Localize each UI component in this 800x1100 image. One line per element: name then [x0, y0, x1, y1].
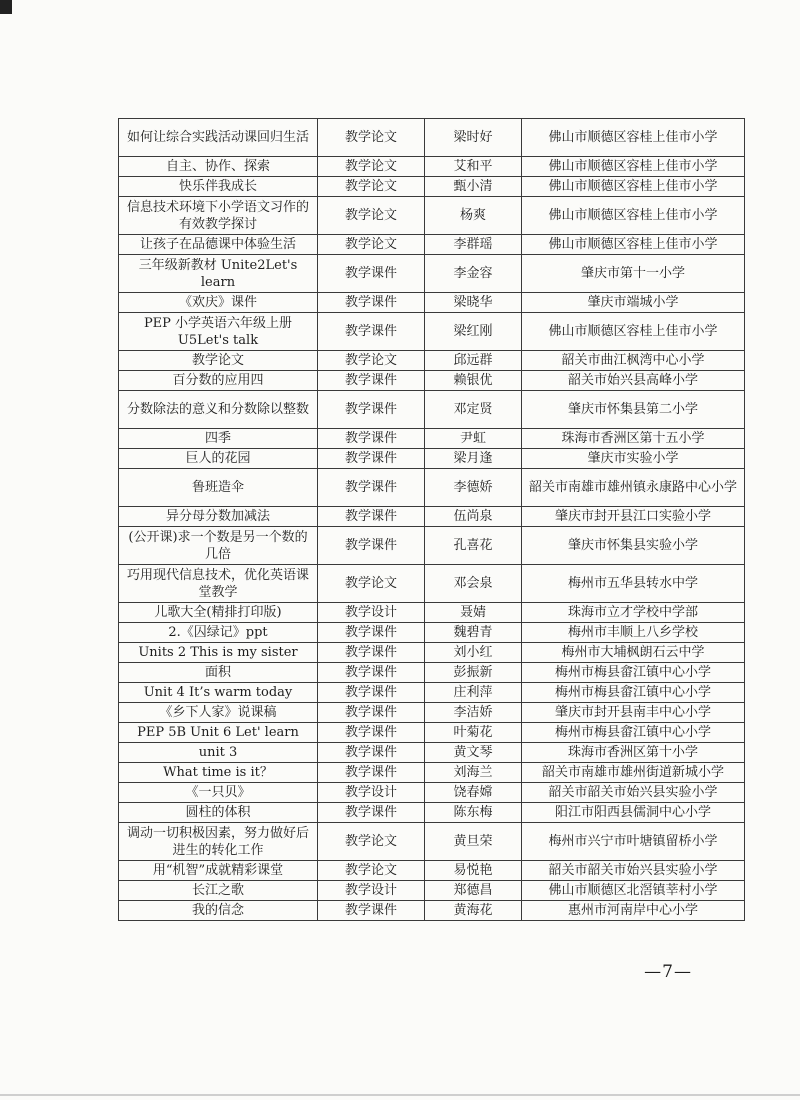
- work-type-cell: 教学论文: [318, 565, 425, 603]
- table-row: [119, 823, 745, 861]
- school-cell: 韶关市韶关市始兴县实验小学: [522, 861, 745, 881]
- work-title-cell: 如何让综合实践活动课回归生活: [119, 119, 318, 157]
- table-row: [119, 663, 745, 683]
- author-cell: 刘海兰: [425, 763, 522, 783]
- work-type-cell: 教学课件: [318, 803, 425, 823]
- page-number: —7—: [644, 962, 692, 982]
- author-cell: 邓定贤: [425, 391, 522, 429]
- work-title-cell: 《一只贝》: [119, 783, 318, 803]
- author-cell: 庄利萍: [425, 683, 522, 703]
- work-type-cell: 教学课件: [318, 901, 425, 921]
- table-row: [119, 901, 745, 921]
- author-cell: 孔喜花: [425, 527, 522, 565]
- table-row: [119, 881, 745, 901]
- work-type-cell: 教学课件: [318, 527, 425, 565]
- table-row: [119, 429, 745, 449]
- school-cell: 梅州市梅县畲江镇中心小学: [522, 723, 745, 743]
- school-cell: 佛山市顺德区容桂上佳市小学: [522, 313, 745, 351]
- work-title-cell: 让孩子在品德课中体验生活: [119, 235, 318, 255]
- school-cell: 肇庆市封开县江口实验小学: [522, 507, 745, 527]
- work-type-cell: 教学课件: [318, 313, 425, 351]
- work-type-cell: 教学课件: [318, 255, 425, 293]
- table-row: [119, 723, 745, 743]
- table-body: [119, 119, 745, 921]
- table-row: [119, 703, 745, 723]
- work-title-cell: What time is it？: [119, 763, 318, 783]
- work-type-cell: 教学设计: [318, 783, 425, 803]
- work-type-cell: 教学论文: [318, 823, 425, 861]
- work-type-cell: 教学课件: [318, 743, 425, 763]
- work-title-cell: 我的信念: [119, 901, 318, 921]
- work-type-cell: 教学论文: [318, 351, 425, 371]
- work-title-cell: 教学论文: [119, 351, 318, 371]
- school-cell: 珠海市香洲区第十小学: [522, 743, 745, 763]
- table-row: [119, 763, 745, 783]
- author-cell: 杨爽: [425, 197, 522, 235]
- table-row: [119, 683, 745, 703]
- author-cell: 郑德昌: [425, 881, 522, 901]
- work-title-cell: 巨人的花园: [119, 449, 318, 469]
- work-type-cell: 教学课件: [318, 763, 425, 783]
- work-title-cell: PEP 小学英语六年级上册 U5Let's talk: [119, 313, 318, 351]
- table-row: [119, 603, 745, 623]
- work-title-cell: 分数除法的意义和分数除以整数: [119, 391, 318, 429]
- work-type-cell: 教学课件: [318, 293, 425, 313]
- author-cell: 黄海花: [425, 901, 522, 921]
- table-row: [119, 391, 745, 429]
- work-title-cell: 异分母分数加减法: [119, 507, 318, 527]
- table-row: [119, 235, 745, 255]
- work-type-cell: 教学课件: [318, 469, 425, 507]
- author-cell: 魏碧青: [425, 623, 522, 643]
- table-row: [119, 507, 745, 527]
- school-cell: 韶关市曲江枫湾中心小学: [522, 351, 745, 371]
- school-cell: 佛山市顺德区容桂上佳市小学: [522, 157, 745, 177]
- author-cell: 叶菊花: [425, 723, 522, 743]
- school-cell: 佛山市顺德区容桂上佳市小学: [522, 119, 745, 157]
- school-cell: 佛山市顺德区容桂上佳市小学: [522, 177, 745, 197]
- work-type-cell: 教学论文: [318, 235, 425, 255]
- school-cell: 梅州市丰顺上八乡学校: [522, 623, 745, 643]
- work-type-cell: 教学课件: [318, 623, 425, 643]
- author-cell: 黄文琴: [425, 743, 522, 763]
- school-cell: 肇庆市怀集县第二小学: [522, 391, 745, 429]
- author-cell: 彭振新: [425, 663, 522, 683]
- award-list-table: [118, 118, 745, 921]
- work-title-cell: 长江之歌: [119, 881, 318, 901]
- author-cell: 李德娇: [425, 469, 522, 507]
- table-row: [119, 643, 745, 663]
- author-cell: 艾和平: [425, 157, 522, 177]
- work-title-cell: 四季: [119, 429, 318, 449]
- work-type-cell: 教学设计: [318, 603, 425, 623]
- author-cell: 梁晓华: [425, 293, 522, 313]
- school-cell: 惠州市河南岸中心小学: [522, 901, 745, 921]
- work-type-cell: 教学课件: [318, 643, 425, 663]
- work-type-cell: 教学课件: [318, 723, 425, 743]
- table-row: [119, 371, 745, 391]
- author-cell: 梁时好: [425, 119, 522, 157]
- work-type-cell: 教学设计: [318, 881, 425, 901]
- table-row: [119, 743, 745, 763]
- work-title-cell: unit 3: [119, 743, 318, 763]
- work-type-cell: 教学课件: [318, 391, 425, 429]
- work-title-cell: 儿歌大全(精排打印版): [119, 603, 318, 623]
- table-row: [119, 527, 745, 565]
- work-title-cell: 百分数的应用四: [119, 371, 318, 391]
- author-cell: 陈东梅: [425, 803, 522, 823]
- work-title-cell: 《欢庆》课件: [119, 293, 318, 313]
- work-type-cell: 教学课件: [318, 683, 425, 703]
- work-type-cell: 教学论文: [318, 157, 425, 177]
- school-cell: 梅州市梅县畲江镇中心小学: [522, 663, 745, 683]
- table-row: [119, 157, 745, 177]
- table-row: [119, 197, 745, 235]
- work-title-cell: PEP 5B Unit 6 Let' learn: [119, 723, 318, 743]
- author-cell: 饶春嫦: [425, 783, 522, 803]
- table-row: [119, 783, 745, 803]
- work-type-cell: 教学论文: [318, 119, 425, 157]
- table-row: [119, 351, 745, 371]
- school-cell: 韶关市韶关市始兴县实验小学: [522, 783, 745, 803]
- school-cell: 阳江市阳西县儒洞中心小学: [522, 803, 745, 823]
- table-row: [119, 623, 745, 643]
- author-cell: 尹虹: [425, 429, 522, 449]
- school-cell: 佛山市顺德区容桂上佳市小学: [522, 235, 745, 255]
- work-title-cell: 调动一切积极因素，努力做好后进生的转化工作: [119, 823, 318, 861]
- work-title-cell: 快乐伴我成长: [119, 177, 318, 197]
- work-title-cell: 信息技术环境下小学语文习作的有效教学探讨: [119, 197, 318, 235]
- author-cell: 邱远群: [425, 351, 522, 371]
- table-row: [119, 565, 745, 603]
- school-cell: 珠海市香洲区第十五小学: [522, 429, 745, 449]
- work-title-cell: 自主、协作、探索: [119, 157, 318, 177]
- school-cell: 梅州市梅县畲江镇中心小学: [522, 683, 745, 703]
- work-type-cell: 教学课件: [318, 449, 425, 469]
- author-cell: 刘小红: [425, 643, 522, 663]
- work-title-cell: 圆柱的体积: [119, 803, 318, 823]
- work-title-cell: 2.《囚绿记》ppt: [119, 623, 318, 643]
- table-row: [119, 293, 745, 313]
- author-cell: 甄小清: [425, 177, 522, 197]
- table-row: [119, 313, 745, 351]
- author-cell: 赖银优: [425, 371, 522, 391]
- author-cell: 梁红刚: [425, 313, 522, 351]
- work-title-cell: Units 2 This is my sister: [119, 643, 318, 663]
- work-type-cell: 教学课件: [318, 663, 425, 683]
- work-title-cell: 巧用现代信息技术，优化英语课堂教学: [119, 565, 318, 603]
- author-cell: 梁月逢: [425, 449, 522, 469]
- work-title-cell: 用“机智”成就精彩课堂: [119, 861, 318, 881]
- table-row: [119, 119, 745, 157]
- author-cell: 黄旦荣: [425, 823, 522, 861]
- work-title-cell: 面积: [119, 663, 318, 683]
- author-cell: 李群瑶: [425, 235, 522, 255]
- table-row: [119, 861, 745, 881]
- school-cell: 佛山市顺德区容桂上佳市小学: [522, 197, 745, 235]
- work-title-cell: 三年级新教材 Unite2Let's learn: [119, 255, 318, 293]
- scan-corner-mark: [0, 0, 12, 14]
- work-title-cell: 鲁班造伞: [119, 469, 318, 507]
- school-cell: 梅州市兴宁市叶塘镇留桥小学: [522, 823, 745, 861]
- work-type-cell: 教学课件: [318, 371, 425, 391]
- work-title-cell: 《乡下人家》说课稿: [119, 703, 318, 723]
- work-title-cell: Unit 4 It’s warm today: [119, 683, 318, 703]
- author-cell: 邓会泉: [425, 565, 522, 603]
- work-type-cell: 教学论文: [318, 861, 425, 881]
- school-cell: 梅州市大埔枫朗石云中学: [522, 643, 745, 663]
- school-cell: 肇庆市实验小学: [522, 449, 745, 469]
- table-row: [119, 255, 745, 293]
- school-cell: 珠海市立才学校中学部: [522, 603, 745, 623]
- school-cell: 肇庆市怀集县实验小学: [522, 527, 745, 565]
- school-cell: 韶关市南雄市雄州街道新城小学: [522, 763, 745, 783]
- school-cell: 肇庆市封开县南丰中心小学: [522, 703, 745, 723]
- author-cell: 易悦艳: [425, 861, 522, 881]
- author-cell: 李金容: [425, 255, 522, 293]
- school-cell: 肇庆市端城小学: [522, 293, 745, 313]
- table-row: [119, 177, 745, 197]
- school-cell: 佛山市顺德区北滘镇莘村小学: [522, 881, 745, 901]
- table-row: [119, 449, 745, 469]
- work-type-cell: 教学论文: [318, 177, 425, 197]
- work-title-cell: (公开课)求一个数是另一个数的几倍: [119, 527, 318, 565]
- author-cell: 伍尚泉: [425, 507, 522, 527]
- work-type-cell: 教学课件: [318, 429, 425, 449]
- table-row: [119, 803, 745, 823]
- school-cell: 梅州市五华县转水中学: [522, 565, 745, 603]
- author-cell: 聂婧: [425, 603, 522, 623]
- school-cell: 韶关市南雄市雄州镇永康路中心小学: [522, 469, 745, 507]
- school-cell: 肇庆市第十一小学: [522, 255, 745, 293]
- page-bottom-edge: [0, 1094, 800, 1096]
- table-row: [119, 469, 745, 507]
- work-type-cell: 教学课件: [318, 507, 425, 527]
- school-cell: 韶关市始兴县高峰小学: [522, 371, 745, 391]
- work-type-cell: 教学课件: [318, 703, 425, 723]
- author-cell: 李洁娇: [425, 703, 522, 723]
- work-type-cell: 教学论文: [318, 197, 425, 235]
